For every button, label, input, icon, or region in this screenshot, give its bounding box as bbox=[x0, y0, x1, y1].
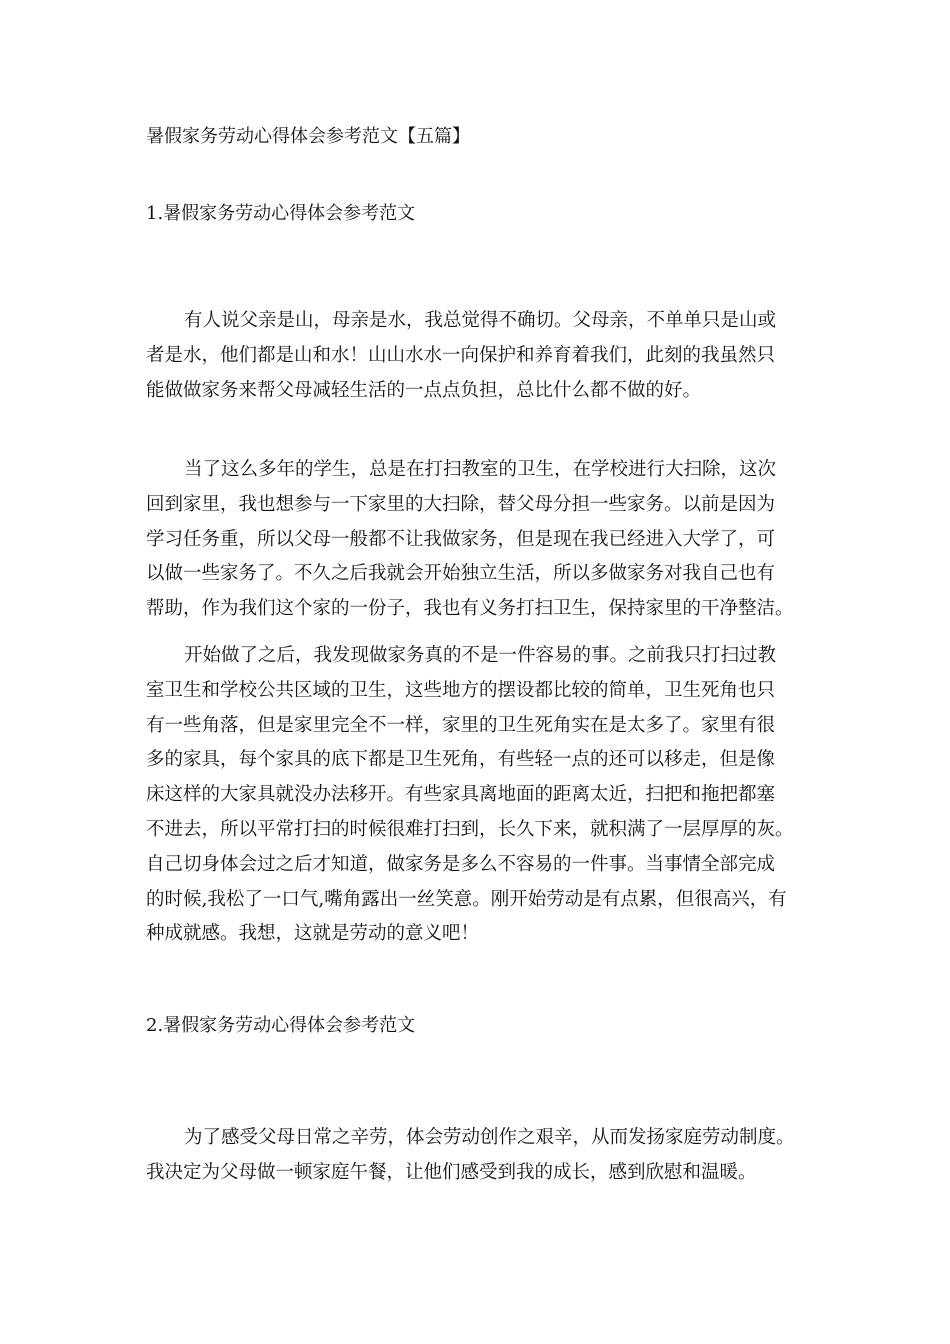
paragraph-line: 为了感受父母日常之辛劳，体会劳动创作之艰辛，从而发扬家庭劳动制度。 bbox=[184, 1127, 795, 1148]
paragraph-1 bbox=[146, 304, 810, 408]
paragraph-line: 我决定为父母做一顿家庭午餐，让他们感受到我的成长，感到欣慰和温暖。 bbox=[146, 1161, 757, 1183]
paragraph-line: 种成就感。我想，这就是劳动的意义吧！ bbox=[146, 923, 480, 945]
paragraph-line: 者是水，他们都是山和水！山山水水一向保护和养育着我们，此刻的我虽然只 bbox=[146, 344, 776, 366]
paragraph-line: 学习任务重，所以父母一般都不让我做家务，但是现在我已经进入大学了，可 bbox=[146, 528, 776, 550]
paragraph-line: 室卫生和学校公共区域的卫生，这些地方的摆设都比较的简单，卫生死角也只 bbox=[146, 679, 776, 701]
paragraph-line: 当了这么多年的学生，总是在打扫教室的卫生，在学校进行大扫除，这次 bbox=[184, 459, 777, 480]
paragraph-3 bbox=[146, 639, 810, 952]
paragraph-line: 以做一些家务了。不久之后我就会开始独立生活，所以多做家务对我自己也有 bbox=[146, 563, 776, 585]
paragraph-line: 回到家里，我也想参与一下家里的大扫除，替父母分担一些家务。以前是因为 bbox=[146, 493, 776, 515]
paragraph-line: 有人说父亲是山，母亲是水，我总觉得不确切。父母亲，不单单只是山或 bbox=[184, 310, 777, 331]
paragraph-line: 自己切身体会过之后才知道，做家务是多么不容易的一件事。当事情全部完成 bbox=[146, 853, 776, 875]
paragraph-line: 有一些角落，但是家里完全不一样，家里的卫生死角实在是太多了。家里有很 bbox=[146, 714, 776, 736]
section-heading-1: 1.暑假家务劳动心得体会参考范文 bbox=[146, 203, 416, 224]
paragraph-line: 的时候,我松了一口气,嘴角露出一丝笑意。刚开始劳动是有点累，但很高兴，有 bbox=[146, 888, 787, 910]
paragraph-2 bbox=[146, 453, 810, 627]
section-heading-2: 2.暑假家务劳动心得体会参考范文 bbox=[146, 1015, 416, 1036]
paragraph-line: 能做做家务来帮父母减轻生活的一点点负担，总比什么都不做的好。 bbox=[146, 379, 702, 401]
paragraph-line: 帮助，作为我们这个家的一份子，我也有义务打扫卫生，保持家里的干净整洁。 bbox=[146, 598, 794, 620]
document-title: 暑假家务劳动心得体会参考范文【五篇】 bbox=[146, 126, 470, 147]
paragraph-line: 多的家具，每个家具的底下都是卫生死角，有些轻一点的还可以移走，但是像 bbox=[146, 749, 776, 771]
paragraph-4 bbox=[146, 1121, 810, 1191]
paragraph-line: 不进去，所以平常打扫的时候很难打扫到，长久下来，就积满了一层厚厚的灰。 bbox=[146, 818, 794, 840]
paragraph-line: 床这样的大家具就没办法移开。有些家具离地面的距离太近，扫把和拖把都塞 bbox=[146, 784, 776, 806]
paragraph-line: 开始做了之后，我发现做家务真的不是一件容易的事。之前我只打扫过教 bbox=[184, 645, 777, 666]
